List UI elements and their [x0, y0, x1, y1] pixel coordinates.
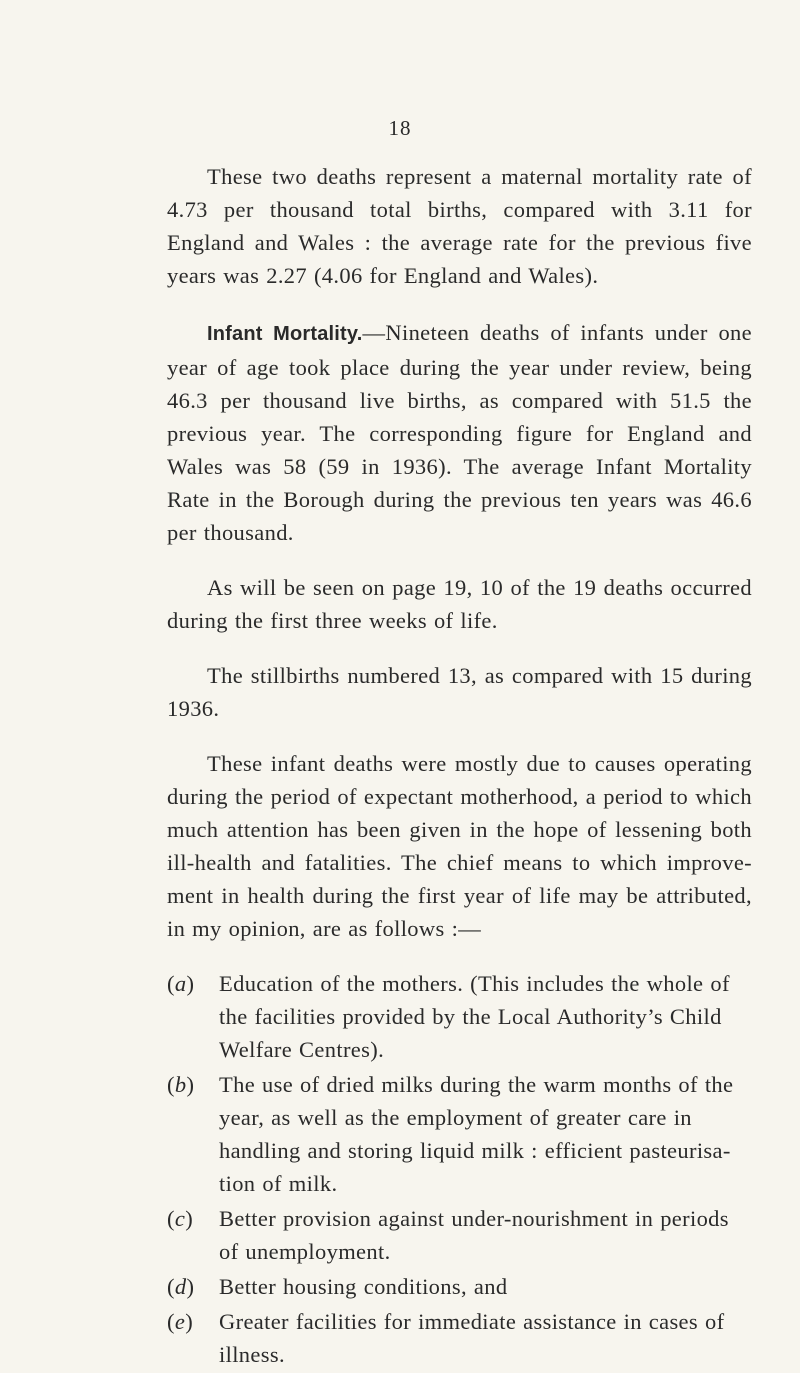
section-heading-infant-mortality: Infant Mortality. [207, 323, 363, 345]
list-item-text: Education of the mothers. (This includes the whole of the facilities provided by the Local Authority’s Child Welfare Centres). [219, 971, 730, 1062]
paragraph-causes: These infant deaths were mostly due to causes operating during the period of expectant motherhood, a period to which much attention has been given in the hope of lessening both ill-health and fatalities. The chief means to which improve-ment in health during the first year of life may be attributed, in my opinion, are as follows :— [167, 751, 752, 941]
paragraph-stillbirths: The stillbirths numbered 13, as compared with 15 during 1936. [167, 663, 752, 721]
list-item [167, 1270, 752, 1303]
list-item-text: Better provision against under-nourishment in periods of unemployment. [219, 1206, 729, 1264]
list-item-text: Better housing conditions, and [219, 1274, 508, 1299]
paragraph-deaths-first-weeks: As will be seen on page 19, 10 of the 19 deaths occurred during the first three weeks of life. [167, 575, 752, 633]
list-item [167, 967, 752, 1066]
page-number: 18 [388, 116, 412, 140]
list-marker: (b) [167, 1072, 195, 1097]
list-marker: (e) [167, 1309, 194, 1334]
list-item [167, 1202, 752, 1268]
paragraph-maternal-mortality: These two deaths represent a maternal mortality rate of 4.73 per thousand total births, compared with 3.11 for England and Wales : the average rate for the previous five years was 2.27 (4.06 for England and Wales). [167, 164, 752, 288]
paragraph-infant-mortality [167, 316, 752, 549]
list-item-text: The use of dried milks during the warm months of the year, as well as the employment of greater care in handling and storing liquid milk : efficient pasteurisa-tion of milk. [219, 1072, 734, 1196]
list-marker: (a) [167, 971, 195, 996]
improvement-means-list [167, 967, 752, 1371]
list-marker: (c) [167, 1206, 194, 1231]
infant-mortality-text: —Nineteen deaths of infants under one year of age took place during the year under review, being 46.3 per thousand live births, as compared with 51.5 the previous year. The corresponding figure for England and Wales was 58 (59 in 1936). The average Infant Mortality Rate in the Borough during the previous ten years was 46.6 per thousand. [167, 320, 752, 545]
list-marker: (d) [167, 1274, 195, 1299]
list-item [167, 1068, 752, 1200]
list-item-text: Greater facilities for immediate assistance in cases of illness. [219, 1309, 725, 1367]
list-item [167, 1305, 752, 1371]
document-body [167, 160, 752, 1373]
